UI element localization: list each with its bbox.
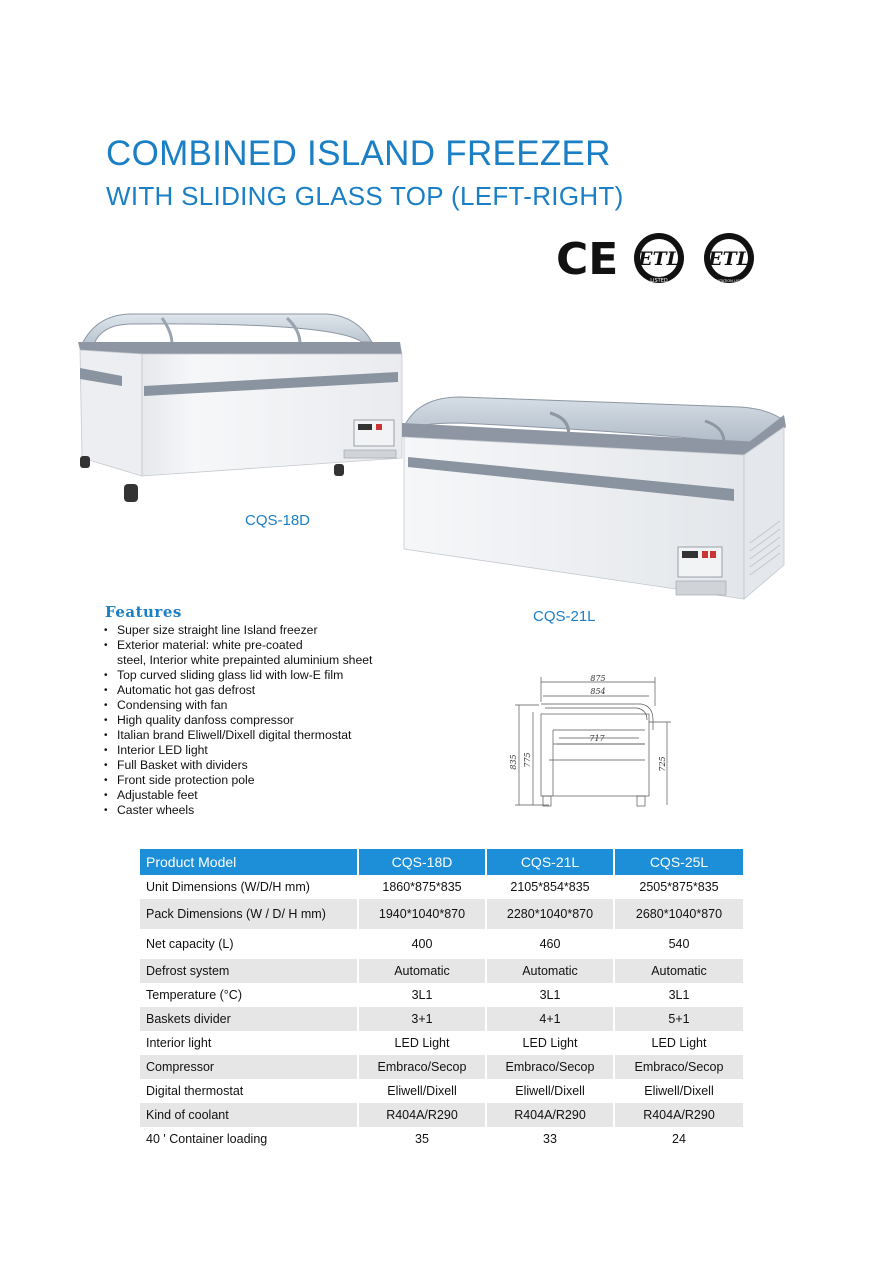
freezer-image-right <box>400 393 788 605</box>
table-row <box>140 1079 743 1103</box>
cell: Automatic <box>358 959 486 983</box>
feature-item: • Italian brand Eliwell/Dixell digital thermostat <box>104 728 372 743</box>
specification-table <box>140 849 743 1151</box>
cell: 1860*875*835 <box>358 875 486 899</box>
cell: LED Light <box>358 1031 486 1055</box>
cell: 3L1 <box>668 988 690 1002</box>
table-row <box>140 1127 743 1151</box>
row-label: Digital thermostat <box>140 1079 358 1103</box>
features-list <box>104 623 372 818</box>
cell: 3L1 <box>358 983 486 1007</box>
feature-item: • Exterior material: white pre-coated <box>104 638 372 653</box>
header-model-2: CQS-21L <box>486 849 614 875</box>
table-row <box>140 1055 743 1079</box>
cell: LED Light <box>486 1031 614 1055</box>
header-product-model: Product Model <box>140 849 358 875</box>
feature-item: • High quality danfoss compressor <box>104 713 372 728</box>
feature-item: • Automatic hot gas defrost <box>104 683 372 698</box>
header-model-3: CQS-25L <box>614 849 743 875</box>
cell: R404A/R290 <box>358 1103 486 1127</box>
svg-text:875: 875 <box>590 674 606 683</box>
svg-text:854: 854 <box>590 687 606 696</box>
table-row <box>140 1031 743 1055</box>
header-model-1: CQS-18D <box>358 849 486 875</box>
cell: Eliwell/Dixell <box>358 1079 486 1103</box>
cell: Automatic <box>614 959 743 983</box>
cell: Eliwell/Dixell <box>644 1084 714 1098</box>
etl-listed-icon <box>634 233 684 284</box>
feature-item-continuation: steel, Interior white prepainted aluminium sheet <box>117 653 373 667</box>
svg-text:725: 725 <box>658 756 667 772</box>
svg-text:CE: CE <box>556 234 619 285</box>
features-heading: Features <box>105 603 182 621</box>
feature-item: • Adjustable feet <box>104 788 372 803</box>
table-row <box>140 1007 743 1031</box>
table-row <box>140 875 743 899</box>
cell: 33 <box>486 1127 614 1151</box>
row-label: Interior light <box>140 1031 358 1055</box>
cell: Eliwell/Dixell <box>486 1079 614 1103</box>
cell: R404A/R290 <box>486 1103 614 1127</box>
etl-sanitation-icon <box>704 233 754 283</box>
certification-logos <box>556 230 766 286</box>
table-row <box>140 899 743 929</box>
feature-item: • Top curved sliding glass lid with low-E film <box>104 668 372 683</box>
feature-item: • Front side protection pole <box>104 773 372 788</box>
cell: 1940*1040*870 <box>358 899 486 929</box>
cell: 5+1 <box>614 1007 743 1031</box>
row-label: Compressor <box>140 1055 358 1079</box>
cell: 400 <box>358 929 486 959</box>
cell: Embraco/Secop <box>614 1055 743 1079</box>
cell: 540 <box>668 937 690 951</box>
svg-text:835: 835 <box>509 754 518 770</box>
page-subtitle: WITH SLIDING GLASS TOP (LEFT-RIGHT) <box>106 181 624 211</box>
feature-item: • Interior LED light <box>104 743 372 758</box>
table-row <box>140 983 743 1007</box>
table-row <box>140 929 743 959</box>
cell: 460 <box>486 929 614 959</box>
row-label: Defrost system <box>140 959 358 983</box>
row-label: Kind of coolant <box>140 1103 358 1127</box>
svg-text:717: 717 <box>589 734 605 743</box>
row-label: Unit Dimensions (W/D/H mm) <box>140 875 358 899</box>
svg-text:LISTED: LISTED <box>650 278 668 284</box>
row-label: Baskets divider <box>140 1007 358 1031</box>
freezer-image-left <box>72 308 404 508</box>
feature-item: • Super size straight line Island freezer <box>104 623 372 638</box>
feature-item: • Full Basket with dividers <box>104 758 372 773</box>
cell: 3L1 <box>486 983 614 1007</box>
table-header-row <box>140 849 743 875</box>
row-label: Net capacity (L) <box>140 929 358 959</box>
svg-text:ETL: ETL <box>638 248 680 270</box>
cell: 2105*854*835 <box>486 875 614 899</box>
cell: 4+1 <box>486 1007 614 1031</box>
row-label: Pack Dimensions (W / D/ H mm) <box>140 899 358 929</box>
cell: 3+1 <box>358 1007 486 1031</box>
cell: Embraco/Secop <box>486 1055 614 1079</box>
ce-mark-icon <box>556 234 618 285</box>
table-row <box>140 1103 743 1127</box>
cell: 2280*1040*870 <box>486 899 614 929</box>
cell: R404A/R290 <box>614 1103 743 1127</box>
cell: LED Light <box>651 1036 707 1050</box>
dimension-drawing <box>505 672 675 814</box>
cell: 2505*875*835 <box>639 880 719 894</box>
svg-text:775: 775 <box>523 752 532 768</box>
table-row <box>140 959 743 983</box>
row-label: Temperature (°C) <box>140 983 358 1007</box>
cell: 2680*1040*870 <box>614 899 743 929</box>
model-label-right: CQS-21L <box>533 608 596 625</box>
feature-item: • Condensing with fan <box>104 698 372 713</box>
cell: 35 <box>358 1127 486 1151</box>
cell: 24 <box>672 1132 686 1146</box>
cell: Automatic <box>486 959 614 983</box>
page-title: COMBINED ISLAND FREEZER <box>106 134 611 173</box>
feature-item: • Caster wheels <box>104 803 372 818</box>
svg-text:SANITATION LISTED: SANITATION LISTED <box>711 279 747 283</box>
cell: Embraco/Secop <box>358 1055 486 1079</box>
svg-text:ETL: ETL <box>708 248 750 270</box>
row-label: 40 ' Container loading <box>140 1127 358 1151</box>
model-label-left: CQS-18D <box>245 512 311 529</box>
